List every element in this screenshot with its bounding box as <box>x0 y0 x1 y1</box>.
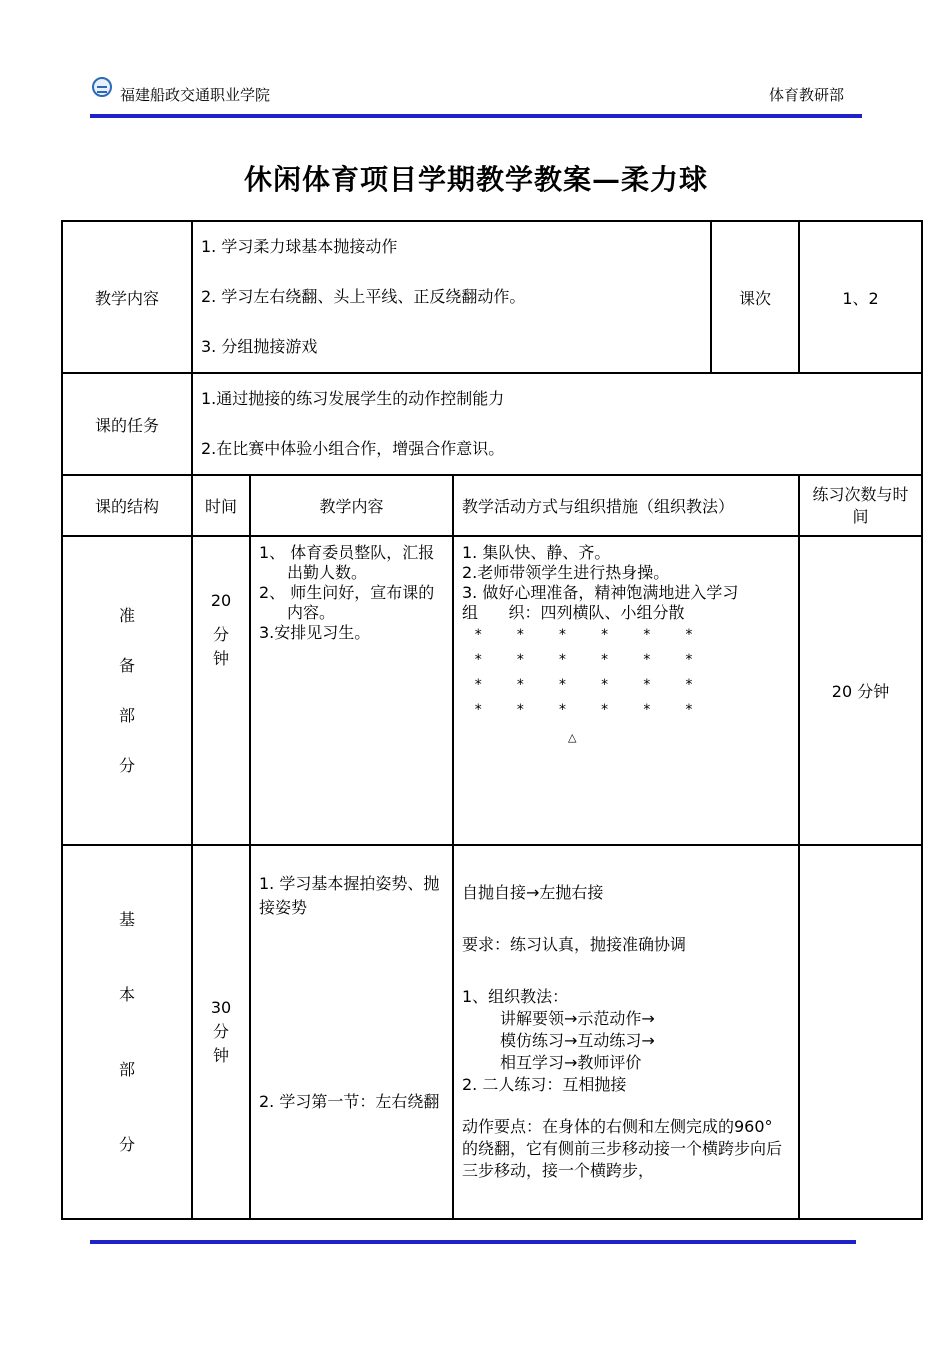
label-char: 部 <box>118 1060 135 1079</box>
prep-content-item: 1、 体育委员整队，汇报出勤人数。 <box>259 543 435 582</box>
footer-divider <box>90 1240 856 1244</box>
label-char: 基 <box>118 910 135 929</box>
header-methods: 教学活动方式与组织措施（组织教法） <box>453 475 799 536</box>
label-char: 本 <box>118 985 135 1004</box>
method-pair-practice: 2. 二人练习：互相抛接 <box>462 1075 627 1094</box>
prep-methods <box>453 536 799 845</box>
label-preparation <box>62 536 192 845</box>
school-logo-icon <box>92 77 112 97</box>
row-basic <box>62 845 922 1219</box>
page-header <box>90 76 862 118</box>
prep-method-item: 2.老师带领学生进行热身操。 <box>462 563 670 582</box>
prep-method-item: 1. 集队快、静、齐。 <box>462 543 611 562</box>
method-key-points: 动作要点：在身体的右侧和左侧完成的960°的绕翻，它有侧前三步移动接一个横跨步向后三步移动，接一个横跨步， <box>462 1117 783 1180</box>
row-structure-header <box>62 475 922 536</box>
label-lesson-task: 课的任务 <box>62 373 192 475</box>
label-teaching-content: 教学内容 <box>62 221 192 373</box>
time-unit: 钟 <box>212 649 229 668</box>
teaching-content-item: 3. 分组抛接游戏 <box>201 337 318 356</box>
prep-content-item: 2、 师生问好，宣布课的内容。 <box>259 583 435 622</box>
basic-practice <box>799 845 922 1219</box>
lesson-task-list <box>192 373 922 475</box>
prep-method-item: 组 织：四列横队、小组分散 <box>462 603 685 622</box>
method-org-step: 模仿练习→互动练习→ <box>500 1031 655 1050</box>
formation-row: * * * * * * <box>474 702 694 718</box>
basic-content <box>250 845 453 1219</box>
method-org-title: 1、组织教法： <box>462 987 569 1006</box>
lesson-task-item: 1.通过抛接的练习发展学生的动作控制能力 <box>201 389 505 408</box>
lesson-number-value: 1、2 <box>799 221 922 373</box>
prep-practice: 20 分钟 <box>799 536 922 845</box>
header-divider <box>90 114 862 118</box>
basic-content-item: 1. 学习基本握拍姿势、抛接姿势 <box>259 874 440 917</box>
lesson-plan-table <box>61 220 923 1220</box>
row-preparation <box>62 536 922 845</box>
basic-methods <box>453 845 799 1219</box>
prep-method-item: 3. 做好心理准备，精神饱满地进入学习 <box>462 583 739 602</box>
time-value: 20 <box>210 591 232 610</box>
teaching-content-item: 1. 学习柔力球基本抛接动作 <box>201 237 398 256</box>
time-unit: 分 <box>212 1022 229 1041</box>
teacher-mark: △ <box>568 731 577 744</box>
method-intro: 自抛自接→左抛右接 <box>462 883 604 902</box>
method-org-step: 讲解要领→示范动作→ <box>500 1009 655 1028</box>
formation-row: * * * * * * <box>474 652 694 668</box>
header-time: 时间 <box>192 475 250 536</box>
lesson-task-item: 2.在比赛中体验小组合作，增强合作意识。 <box>201 439 505 458</box>
method-requirement: 要求：练习认真，抛接准确协调 <box>462 935 687 954</box>
time-unit: 分 <box>212 625 229 644</box>
teaching-content-list <box>192 221 711 373</box>
label-lesson-number: 课次 <box>711 221 799 373</box>
label-char: 分 <box>118 755 135 775</box>
document-title: 休闲体育项目学期教学教案—柔力球 <box>243 163 708 196</box>
teaching-content-item: 2. 学习左右绕翻、头上平线、正反绕翻动作。 <box>201 287 526 306</box>
time-unit: 钟 <box>212 1046 229 1065</box>
row-teaching-content <box>62 221 922 373</box>
formation-row: * * * * * * <box>474 677 694 693</box>
department-name: 体育教研部 <box>768 86 844 104</box>
time-value: 30 <box>210 998 232 1017</box>
label-char: 部 <box>118 705 135 725</box>
header-content: 教学内容 <box>250 475 453 536</box>
prep-time <box>192 536 250 845</box>
label-char: 准 <box>118 605 135 625</box>
formation-row: * * * * * * <box>474 627 694 643</box>
header-structure: 课的结构 <box>62 475 192 536</box>
basic-time <box>192 845 250 1219</box>
prep-content-item: 3.安排见习生。 <box>259 623 371 642</box>
method-org-step: 相互学习→教师评价 <box>500 1053 642 1072</box>
formation-diagram <box>462 623 790 723</box>
label-char: 分 <box>118 1135 135 1154</box>
school-name: 福建船政交通职业学院 <box>120 86 271 104</box>
label-char: 备 <box>118 655 135 675</box>
label-basic <box>62 845 192 1219</box>
row-lesson-task <box>62 373 922 475</box>
basic-content-item: 2. 学习第一节：左右绕翻 <box>259 1092 440 1111</box>
prep-content <box>250 536 453 845</box>
header-practice: 练习次数与时间 <box>799 475 922 536</box>
